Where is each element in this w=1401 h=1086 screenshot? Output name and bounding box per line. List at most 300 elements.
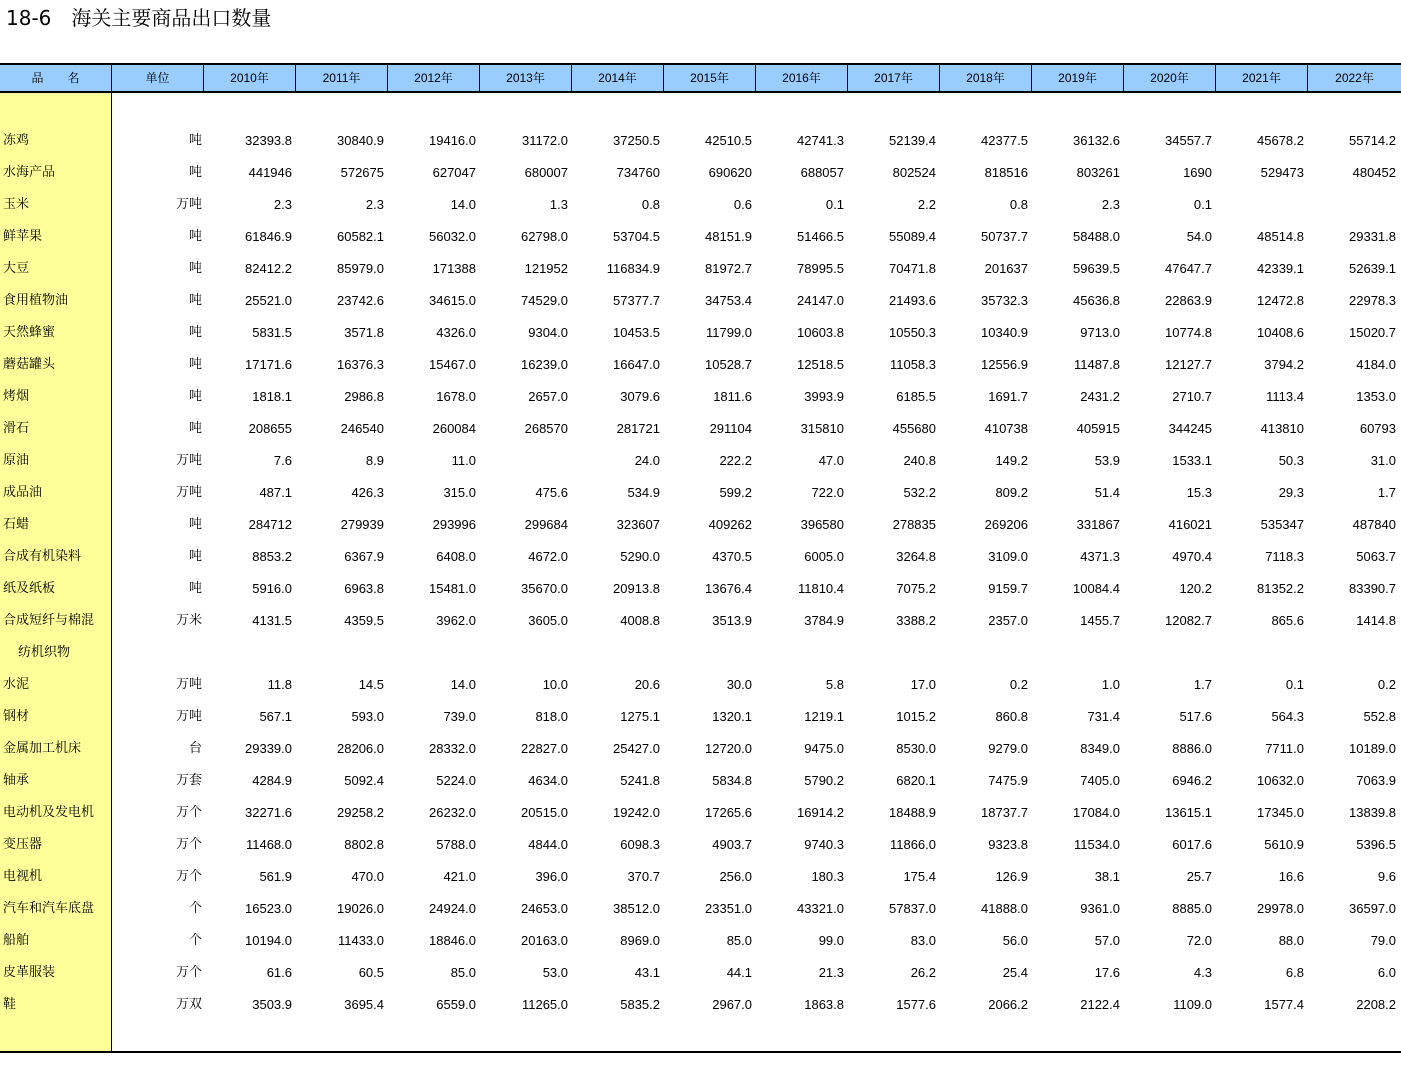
table-cell: 315810: [800, 421, 844, 436]
table-cell: 15481.0: [429, 581, 476, 596]
table-cell: 680007: [524, 165, 568, 180]
row-name: 纸及纸板: [3, 581, 56, 596]
table-cell: 56032.0: [429, 229, 476, 244]
table-cell: 2357.0: [988, 613, 1028, 628]
row-name: 烤烟: [3, 389, 30, 404]
table-cell: 0.1: [1193, 197, 1212, 212]
row-unit: 万吨: [175, 709, 202, 724]
table-cell: 240.8: [903, 453, 936, 468]
table-cell: 43321.0: [797, 901, 844, 916]
table-cell: 413810: [1260, 421, 1304, 436]
table-cell: 7405.0: [1080, 773, 1120, 788]
table-cell: 21.3: [818, 965, 844, 980]
table-cell: 51.4: [1094, 485, 1120, 500]
table-cell: 5396.5: [1356, 837, 1396, 852]
table-cell: 8530.0: [896, 741, 936, 756]
table-cell: 5834.8: [712, 773, 752, 788]
table-cell: 19242.0: [613, 805, 660, 820]
table-cell: 70471.8: [889, 261, 936, 276]
table-cell: 81352.2: [1257, 581, 1304, 596]
table-cell: 278835: [892, 517, 936, 532]
table-row: [0, 925, 1401, 957]
row-unit: 吨: [188, 389, 202, 404]
table-cell: 85.0: [726, 933, 752, 948]
table-cell: 11468.0: [245, 837, 292, 852]
table-cell: 2.3: [365, 197, 384, 212]
table-cell: 42339.1: [1257, 261, 1304, 276]
table-cell: 9323.8: [988, 837, 1028, 852]
table-cell: 0.1: [1285, 677, 1304, 692]
table-cell: 7063.9: [1356, 773, 1396, 788]
table-cell: 0.2: [1377, 677, 1396, 692]
table-cell: 45636.8: [1073, 293, 1120, 308]
table-cell: 48514.8: [1257, 229, 1304, 244]
row-name: 变压器: [3, 837, 43, 852]
table-cell: [1032, 637, 1120, 669]
table-cell: 26232.0: [429, 805, 476, 820]
table-cell: 9304.0: [528, 325, 568, 340]
table-cell: 4284.9: [252, 773, 292, 788]
header-year: 2017年: [848, 65, 940, 91]
row-name: 大豆: [3, 261, 30, 276]
table-cell: 1109.0: [1173, 997, 1212, 1012]
table-cell: 9279.0: [988, 741, 1028, 756]
table-cell: 6017.6: [1172, 837, 1212, 852]
table-cell: 599.2: [719, 485, 752, 500]
table-cell: 23742.6: [337, 293, 384, 308]
table-cell: 44.1: [726, 965, 752, 980]
header-year: 2013年: [480, 65, 572, 91]
table-cell: 45678.2: [1257, 133, 1304, 148]
table-cell: 24924.0: [429, 901, 476, 916]
table-cell: 17.0: [910, 677, 936, 692]
table-cell: 1113.4: [1266, 389, 1304, 404]
table-cell: 19416.0: [429, 133, 476, 148]
table-cell: 38512.0: [613, 901, 660, 916]
table-cell: 475.6: [535, 485, 568, 500]
table-cell: 4371.3: [1080, 549, 1120, 564]
table-cell: 2.2: [917, 197, 936, 212]
table-cell: [204, 637, 292, 669]
table-cell: 260084: [432, 421, 476, 436]
table-cell: 42741.3: [797, 133, 844, 148]
table-cell: 10.0: [542, 677, 568, 692]
table-row: [0, 349, 1401, 381]
row-unit: 万米: [175, 613, 202, 628]
table-cell: 8885.0: [1172, 901, 1212, 916]
table-cell: 47647.7: [1165, 261, 1212, 276]
table-cell: 11.8: [267, 677, 292, 692]
table-cell: 3503.9: [252, 997, 292, 1012]
table-row: [0, 541, 1401, 573]
table-cell: 222.2: [719, 453, 752, 468]
table-cell: 11433.0: [337, 933, 384, 948]
table-cell: 8886.0: [1172, 741, 1212, 756]
row-name: 皮革服装: [3, 965, 56, 980]
table-cell: 3079.6: [620, 389, 660, 404]
table-cell: 470.0: [351, 869, 384, 884]
table-cell: 416021: [1168, 517, 1212, 532]
table-row: [0, 765, 1401, 797]
table-cell: 25.7: [1186, 869, 1212, 884]
header-year: 2011年: [296, 65, 388, 91]
row-name: 纺机织物: [18, 645, 71, 660]
row-name: 玉米: [3, 197, 30, 212]
row-unit: 吨: [188, 421, 202, 436]
table-cell: 731.4: [1087, 709, 1120, 724]
table-cell: 11534.0: [1073, 837, 1120, 852]
table-cell: 62798.0: [521, 229, 568, 244]
table-cell: 16.6: [1278, 869, 1304, 884]
table-cell: 6367.9: [344, 549, 384, 564]
table-cell: 10528.7: [705, 357, 752, 372]
table-cell: 24653.0: [521, 901, 568, 916]
table-cell: 4008.8: [620, 613, 660, 628]
header-year: 2021年: [1216, 65, 1308, 91]
table-cell: 201637: [984, 261, 1028, 276]
row-name: 水泥: [3, 677, 30, 692]
row-unit: 万吨: [175, 453, 202, 468]
table-cell: 18846.0: [429, 933, 476, 948]
table-cell: [572, 637, 660, 669]
table-cell: 5241.8: [620, 773, 660, 788]
table-cell: 126.9: [995, 869, 1028, 884]
table-cell: 564.3: [1271, 709, 1304, 724]
table-cell: 10774.8: [1165, 325, 1212, 340]
row-unit: 万个: [175, 965, 202, 980]
table-cell: 2.3: [273, 197, 292, 212]
table-cell: 2986.8: [344, 389, 384, 404]
table-cell: 8969.0: [620, 933, 660, 948]
header-name: 品 名: [0, 65, 112, 91]
row-unit: 吨: [188, 229, 202, 244]
table-cell: 10189.0: [1349, 741, 1396, 756]
table-cell: 79.0: [1370, 933, 1396, 948]
table-cell: 36597.0: [1349, 901, 1396, 916]
table-cell: 6946.2: [1172, 773, 1212, 788]
table-cell: 3993.9: [804, 389, 844, 404]
table-cell: 5788.0: [436, 837, 476, 852]
table-cell: 34753.4: [705, 293, 752, 308]
table-cell: 396580: [800, 517, 844, 532]
table-cell: 1678.0: [436, 389, 476, 404]
table-cell: 480452: [1352, 165, 1396, 180]
table-bottom-border: [0, 1051, 1401, 1053]
row-unit: 万吨: [175, 485, 202, 500]
table-cell: 9740.3: [804, 837, 844, 852]
header-year: 2015年: [664, 65, 756, 91]
table-cell: 13676.4: [705, 581, 752, 596]
table-cell: [1124, 637, 1212, 669]
table-cell: 85.0: [450, 965, 476, 980]
table-cell: 0.1: [825, 197, 844, 212]
table-cell: 52639.1: [1349, 261, 1396, 276]
table-cell: 552.8: [1363, 709, 1396, 724]
table-cell: 281721: [616, 421, 660, 436]
row-name: 鞋: [3, 997, 17, 1012]
table-cell: 6098.3: [620, 837, 660, 852]
table-cell: 11487.8: [1073, 357, 1120, 372]
table-cell: 1577.4: [1264, 997, 1304, 1012]
row-unit: 万个: [175, 869, 202, 884]
table-cell: 4672.0: [528, 549, 568, 564]
table-cell: 1219.1: [804, 709, 844, 724]
table-cell: 7475.9: [988, 773, 1028, 788]
table-cell: 6408.0: [436, 549, 476, 564]
table-cell: [296, 637, 384, 669]
row-unit: 万双: [175, 997, 202, 1012]
table-cell: 26.2: [910, 965, 936, 980]
table-cell: 4.3: [1193, 965, 1212, 980]
table-cell: 20163.0: [521, 933, 568, 948]
table-cell: 12518.5: [797, 357, 844, 372]
table-cell: 85979.0: [337, 261, 384, 276]
table-cell: 1455.7: [1080, 613, 1120, 628]
table-cell: 331867: [1076, 517, 1120, 532]
table-cell: 10453.5: [613, 325, 660, 340]
table-cell: 171388: [432, 261, 476, 276]
row-unit: 万个: [175, 805, 202, 820]
row-name: 鲜苹果: [3, 229, 43, 244]
table-cell: 8853.2: [252, 549, 292, 564]
table-row: [0, 509, 1401, 541]
row-unit: 吨: [188, 357, 202, 372]
table-cell: 9361.0: [1080, 901, 1120, 916]
table-cell: 2657.0: [528, 389, 568, 404]
table-cell: 529473: [1260, 165, 1304, 180]
table-cell: 0.2: [1009, 677, 1028, 692]
row-name: 合成有机染料: [3, 549, 82, 564]
table-cell: 6.8: [1285, 965, 1304, 980]
table-cell: 7075.2: [896, 581, 936, 596]
table-cell: 865.6: [1271, 613, 1304, 628]
table-cell: 37250.5: [613, 133, 660, 148]
table-cell: 17.6: [1094, 965, 1120, 980]
table-cell: 29258.2: [337, 805, 384, 820]
table-cell: 3513.9: [712, 613, 752, 628]
table-cell: 410738: [984, 421, 1028, 436]
table-cell: 20913.8: [613, 581, 660, 596]
table-cell: 3388.2: [896, 613, 936, 628]
table-cell: 35732.3: [981, 293, 1028, 308]
table-cell: 82412.2: [245, 261, 292, 276]
table-cell: 11265.0: [521, 997, 568, 1012]
table-cell: 4634.0: [528, 773, 568, 788]
row-unit: 万吨: [175, 677, 202, 692]
table-cell: 17084.0: [1073, 805, 1120, 820]
table-cell: 13615.1: [1165, 805, 1212, 820]
table-cell: 53704.5: [613, 229, 660, 244]
table-cell: 8349.0: [1080, 741, 1120, 756]
table-cell: 4131.5: [252, 613, 292, 628]
table-cell: 120.2: [1179, 581, 1212, 596]
table-cell: 16647.0: [613, 357, 660, 372]
table-cell: 60.5: [358, 965, 384, 980]
table-row: [0, 253, 1401, 285]
row-name: 电动机及发电机: [3, 805, 95, 820]
table-cell: 409262: [708, 517, 752, 532]
table-cell: 1.7: [1377, 485, 1396, 500]
table-cell: 32393.8: [245, 133, 292, 148]
row-unit: 吨: [188, 325, 202, 340]
table-cell: 4184.0: [1356, 357, 1396, 372]
table-cell: 74529.0: [521, 293, 568, 308]
table-cell: 517.6: [1179, 709, 1212, 724]
table-header: [0, 63, 1401, 93]
row-name: 食用植物油: [3, 293, 69, 308]
table-cell: 41888.0: [981, 901, 1028, 916]
table-cell: 3962.0: [436, 613, 476, 628]
row-name: 蘑菇罐头: [3, 357, 56, 372]
row-unit: 个: [188, 933, 202, 948]
table-cell: 17265.6: [705, 805, 752, 820]
table-cell: 0.8: [1009, 197, 1028, 212]
table-cell: 15.3: [1186, 485, 1212, 500]
table-cell: 10340.9: [981, 325, 1028, 340]
row-unit: 万套: [175, 773, 202, 788]
table-cell: 11866.0: [889, 837, 936, 852]
table-cell: 149.2: [995, 453, 1028, 468]
table-cell: 8802.8: [344, 837, 384, 852]
table-cell: 11799.0: [705, 325, 752, 340]
table-cell: 22978.3: [1349, 293, 1396, 308]
table-cell: [940, 637, 1028, 669]
table-cell: 3605.0: [528, 613, 568, 628]
table-cell: 21493.6: [889, 293, 936, 308]
table-row: [0, 573, 1401, 605]
row-unit: 吨: [188, 261, 202, 276]
header-year: 2014年: [572, 65, 664, 91]
row-unit: 吨: [188, 581, 202, 596]
table-cell: 534.9: [627, 485, 660, 500]
table-cell: 1.7: [1193, 677, 1212, 692]
table-cell: 34615.0: [429, 293, 476, 308]
table-cell: 3695.4: [344, 997, 384, 1012]
table-cell: 5610.9: [1264, 837, 1304, 852]
table-cell: 38.1: [1094, 869, 1120, 884]
row-unit: 吨: [188, 165, 202, 180]
table-cell: 19026.0: [337, 901, 384, 916]
row-name: 原油: [3, 453, 30, 468]
table-cell: 3109.0: [988, 549, 1028, 564]
table-cell: 291104: [709, 421, 752, 436]
header-year: 2012年: [388, 65, 480, 91]
table-cell: 83390.7: [1349, 581, 1396, 596]
table-cell: 58488.0: [1073, 229, 1120, 244]
table-cell: 593.0: [351, 709, 384, 724]
table-cell: 10084.4: [1073, 581, 1120, 596]
table-cell: 14.0: [450, 197, 476, 212]
table-row: [0, 861, 1401, 893]
table-cell: [1216, 189, 1304, 221]
table-cell: [480, 445, 568, 477]
table-cell: 16523.0: [245, 901, 292, 916]
table-cell: 8.9: [365, 453, 384, 468]
table-cell: 734760: [616, 165, 660, 180]
table-cell: 56.0: [1002, 933, 1028, 948]
table-cell: 9475.0: [804, 741, 844, 756]
table-cell: 1414.8: [1356, 613, 1396, 628]
table-row: [0, 189, 1401, 221]
row-unit: 吨: [188, 133, 202, 148]
table-cell: 809.2: [995, 485, 1028, 500]
table-cell: 116834.9: [606, 261, 660, 276]
table-cell: 1863.8: [804, 997, 844, 1012]
table-cell: 12472.8: [1257, 293, 1304, 308]
header-year: 2020年: [1124, 65, 1216, 91]
table-row: [0, 829, 1401, 861]
table-cell: 818516: [984, 165, 1028, 180]
table-cell: 3784.9: [804, 613, 844, 628]
table-cell: 11.0: [451, 453, 476, 468]
table-cell: 818.0: [535, 709, 568, 724]
table-cell: 12720.0: [705, 741, 752, 756]
header-year: 2022年: [1335, 71, 1374, 85]
table-cell: 5224.0: [436, 773, 476, 788]
table-cell: 441946: [248, 165, 292, 180]
table-cell: 1.0: [1101, 677, 1120, 692]
table-cell: 34557.7: [1165, 133, 1212, 148]
header-year: 2010年: [204, 65, 296, 91]
table-cell: 9713.0: [1080, 325, 1120, 340]
table-cell: 315.0: [443, 485, 476, 500]
table-cell: 2066.2: [988, 997, 1028, 1012]
table-cell: 61.6: [266, 965, 292, 980]
table-cell: 11058.3: [889, 357, 936, 372]
table-row: [0, 797, 1401, 829]
table-cell: 284712: [248, 517, 292, 532]
row-name: 电视机: [3, 869, 43, 884]
table-cell: 487.1: [259, 485, 292, 500]
table-cell: 3264.8: [896, 549, 936, 564]
table-cell: 175.4: [903, 869, 936, 884]
table-cell: 36132.6: [1073, 133, 1120, 148]
table-cell: 29331.8: [1349, 229, 1396, 244]
table-cell: 9159.7: [988, 581, 1028, 596]
table-cell: 690620: [708, 165, 752, 180]
table-cell: 1690: [1183, 165, 1212, 180]
table-cell: 1353.0: [1356, 389, 1396, 404]
table-cell: 43.1: [634, 965, 660, 980]
table-cell: 5831.5: [252, 325, 292, 340]
table-cell: 1015.2: [896, 709, 936, 724]
table-cell: 18488.9: [889, 805, 936, 820]
table-cell: 293996: [432, 517, 476, 532]
table-cell: 6559.0: [436, 997, 476, 1012]
table-cell: 99.0: [818, 933, 844, 948]
table-cell: 18737.7: [981, 805, 1028, 820]
table-cell: 561.9: [259, 869, 292, 884]
table-cell: 10603.8: [797, 325, 844, 340]
table-cell: 29339.0: [245, 741, 292, 756]
table-cell: 50.3: [1278, 453, 1304, 468]
row-name: 钢材: [3, 709, 30, 724]
row-name: 天然蜂蜜: [3, 325, 56, 340]
table-cell: 12127.7: [1165, 357, 1212, 372]
table-cell: 7711.0: [1265, 741, 1304, 756]
table-row: [0, 637, 1401, 669]
table-cell: [1308, 637, 1396, 669]
table-cell: 47.0: [818, 453, 844, 468]
table-cell: 16239.0: [521, 357, 568, 372]
table-row: [0, 957, 1401, 989]
table-cell: 0.6: [733, 197, 752, 212]
table-cell: 6963.8: [344, 581, 384, 596]
table-cell: 1818.1: [252, 389, 292, 404]
row-name: 水海产品: [3, 165, 56, 180]
table-cell: 370.7: [627, 869, 660, 884]
table-cell: 83.0: [910, 933, 936, 948]
